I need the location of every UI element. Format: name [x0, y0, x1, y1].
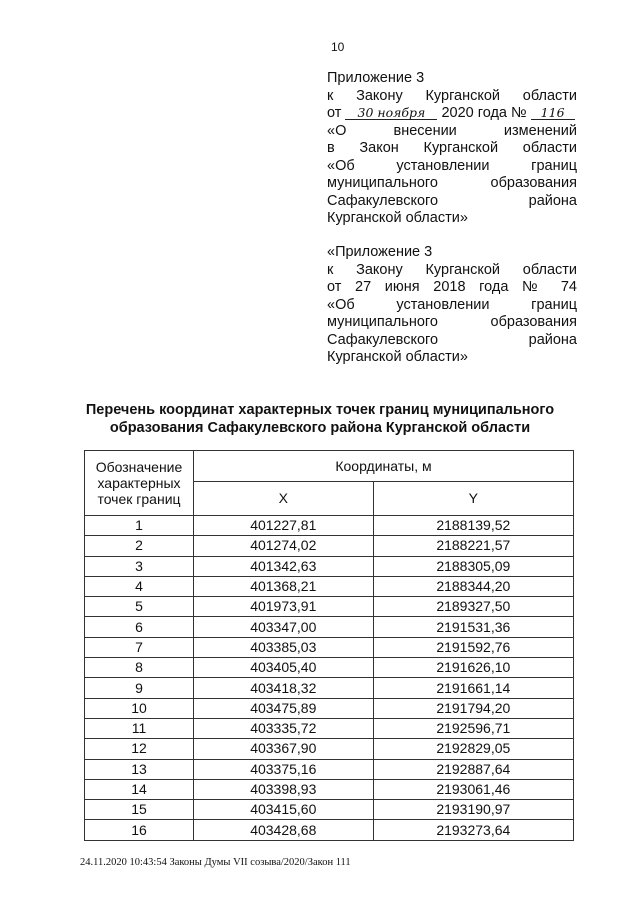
annex-current-line7: муниципального образования: [327, 175, 577, 191]
y-coordinate-cell: 2193061,46: [373, 779, 573, 799]
x-coordinate-cell: 401973,91: [194, 597, 374, 617]
point-number-cell: 3: [85, 556, 194, 576]
annex-current-line8: Сафакулевского района: [327, 192, 577, 209]
table-row: [85, 800, 574, 820]
annex-original-line4: «Об установлении границ: [327, 296, 577, 313]
y-coordinate-cell: 2191531,36: [373, 617, 573, 637]
point-number-cell: 15: [85, 800, 194, 820]
point-number-cell: 10: [85, 698, 194, 718]
y-coordinate-cell: 2191626,10: [373, 658, 573, 678]
table-row: [85, 779, 574, 799]
annex-current-year-label: 2020 года №: [441, 105, 527, 121]
y-coordinate-cell: 2191661,14: [373, 678, 573, 698]
x-coordinate-cell: 403335,72: [194, 718, 374, 738]
x-coordinate-cell: 403415,60: [194, 800, 374, 820]
document-title: [60, 401, 580, 437]
table-row: [85, 718, 574, 738]
x-coordinate-cell: 403347,00: [194, 617, 374, 637]
annex-original-line3: от 27 июня 2018 года № 74: [327, 279, 577, 295]
x-coordinate-cell: 403367,90: [194, 739, 374, 759]
annex-current-line4: «О внесении изменений: [327, 122, 577, 139]
point-number-cell: 8: [85, 658, 194, 678]
y-coordinate-cell: 2192829,05: [373, 739, 573, 759]
page-number: 10: [331, 40, 345, 54]
table-row: [85, 617, 574, 637]
annex-current-line2: к Закону Курганской области: [327, 87, 577, 104]
table-row: [85, 536, 574, 556]
point-number-cell: 9: [85, 678, 194, 698]
document-title-line1: Перечень координат характерных точек границ муниципального: [85, 402, 555, 418]
annex-current-line6: «Об установлении границ: [327, 157, 577, 174]
header-y: Y: [373, 481, 573, 515]
coordinates-table-body: [85, 516, 574, 841]
table-row: [85, 637, 574, 657]
table-row: [85, 759, 574, 779]
handwritten-date: 30 ноября: [345, 106, 437, 120]
document-title-line2: образования Сафакулевского района Курганской области: [109, 420, 531, 436]
table-row: [85, 678, 574, 698]
x-coordinate-cell: 403475,89: [194, 698, 374, 718]
header-x: X: [194, 481, 374, 515]
table-row: [85, 576, 574, 596]
table-row: [85, 820, 574, 840]
table-row: [85, 739, 574, 759]
x-coordinate-cell: 403428,68: [194, 820, 374, 840]
point-number-cell: 12: [85, 739, 194, 759]
point-number-cell: 1: [85, 516, 194, 536]
annex-current-from-label: от: [327, 105, 342, 121]
annex-original-line6: Сафакулевского района: [327, 331, 577, 348]
handwritten-law-number: 116: [531, 106, 575, 120]
y-coordinate-cell: 2192596,71: [373, 718, 573, 738]
x-coordinate-cell: 403385,03: [194, 637, 374, 657]
y-coordinate-cell: 2191592,76: [373, 637, 573, 657]
annex-current-block: [327, 70, 577, 228]
annex-current-line3: [327, 105, 577, 123]
annex-original-line5: муниципального образования: [327, 314, 577, 330]
header-row-top: [85, 451, 574, 482]
coordinates-table-header: [85, 451, 574, 516]
table-row: [85, 658, 574, 678]
point-number-cell: 14: [85, 779, 194, 799]
x-coordinate-cell: 401227,81: [194, 516, 374, 536]
y-coordinate-cell: 2188221,57: [373, 536, 573, 556]
y-coordinate-cell: 2188305,09: [373, 556, 573, 576]
annex-original-line1: «Приложение 3: [327, 244, 433, 260]
point-number-cell: 16: [85, 820, 194, 840]
table-row: [85, 597, 574, 617]
annex-original-line2: к Закону Курганской области: [327, 261, 577, 278]
y-coordinate-cell: 2188139,52: [373, 516, 573, 536]
point-number-cell: 2: [85, 536, 194, 556]
x-coordinate-cell: 403398,93: [194, 779, 374, 799]
coordinates-table: [84, 450, 574, 841]
annex-current-line9: Курганской области»: [327, 210, 468, 226]
point-number-cell: 11: [85, 718, 194, 738]
y-coordinate-cell: 2192887,64: [373, 759, 573, 779]
x-coordinate-cell: 403375,16: [194, 759, 374, 779]
x-coordinate-cell: 403418,32: [194, 678, 374, 698]
annex-original-line7: Курганской области»: [327, 349, 468, 365]
annex-original-block: [327, 244, 577, 367]
x-coordinate-cell: 401368,21: [194, 576, 374, 596]
footer-stamp: 24.11.2020 10:43:54 Законы Думы VII созыва/2020/Закон 111: [80, 857, 351, 868]
point-number-cell: 6: [85, 617, 194, 637]
header-designation: Обозначение характерных точек границ: [85, 451, 194, 516]
point-number-cell: 5: [85, 597, 194, 617]
table-row: [85, 516, 574, 536]
table-row: [85, 698, 574, 718]
header-coordinates: Координаты, м: [194, 451, 574, 482]
point-number-cell: 4: [85, 576, 194, 596]
point-number-cell: 7: [85, 637, 194, 657]
x-coordinate-cell: 401342,63: [194, 556, 374, 576]
point-number-cell: 13: [85, 759, 194, 779]
annex-current-line5: в Закон Курганской области: [327, 140, 577, 156]
x-coordinate-cell: 401274,02: [194, 536, 374, 556]
y-coordinate-cell: 2193190,97: [373, 800, 573, 820]
annex-current-line1: Приложение 3: [327, 70, 425, 86]
y-coordinate-cell: 2188344,20: [373, 576, 573, 596]
x-coordinate-cell: 403405,40: [194, 658, 374, 678]
y-coordinate-cell: 2189327,50: [373, 597, 573, 617]
y-coordinate-cell: 2191794,20: [373, 698, 573, 718]
table-row: [85, 556, 574, 576]
y-coordinate-cell: 2193273,64: [373, 820, 573, 840]
